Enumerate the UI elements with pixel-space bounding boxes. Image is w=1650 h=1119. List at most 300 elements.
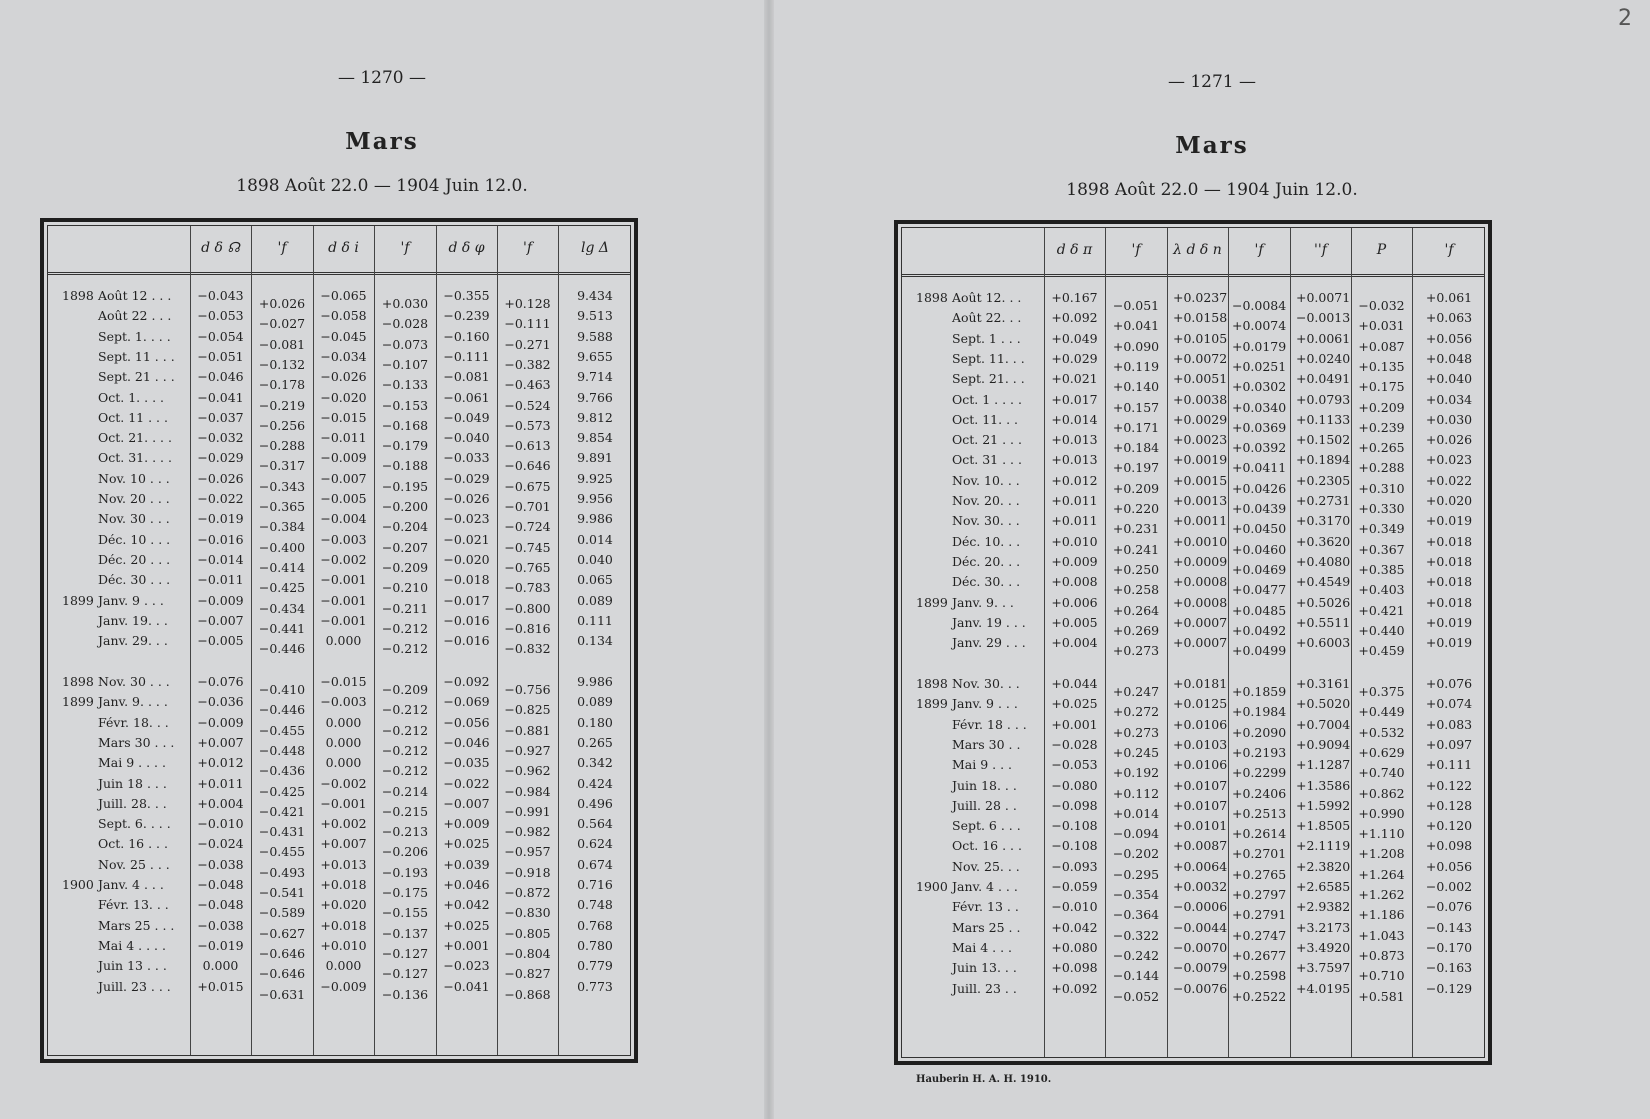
value-cell: −0.239 [443,308,490,324]
column-rule [374,226,375,1055]
table-body [901,227,1485,1058]
difference-cell: −0.242 [1112,947,1160,963]
value-cell: 9.986 [577,674,613,689]
difference-cell: −0.825 [504,702,551,718]
date-label: Nov. 10 . . . [98,470,170,486]
value-cell: +0.7004 [1296,716,1351,732]
value-cell: −0.058 [320,308,367,324]
difference-cell: +0.2522 [1232,988,1287,1004]
difference-cell: −0.627 [258,925,306,941]
value-cell: −0.019 [197,937,244,953]
difference-cell: +0.014 [1112,805,1160,821]
year-label: 1900 [62,877,94,892]
value-cell: +0.097 [1425,736,1473,752]
difference-cell: −0.081 [258,336,306,352]
value-cell: +1.3586 [1296,777,1351,793]
value-cell: +0.044 [1051,676,1098,691]
value-cell: −0.076 [197,674,244,689]
difference-cell: +0.862 [1358,785,1405,801]
value-cell: +0.0032 [1173,879,1228,894]
date-label: Juin 13. . . [952,960,1017,976]
value-cell: +0.0008 [1173,594,1228,610]
value-cell: −0.014 [197,551,244,567]
difference-cell: −0.463 [504,377,551,393]
difference-cell: −0.872 [504,885,551,900]
difference-cell: −0.756 [504,682,551,697]
value-cell: −0.034 [320,348,367,364]
value-cell: −0.053 [197,308,244,324]
difference-cell: −0.414 [258,559,306,575]
value-cell: 0.564 [577,816,613,832]
value-cell: +0.0009 [1173,553,1228,569]
value-cell: 0.768 [577,917,613,933]
value-cell: +0.092 [1051,980,1098,996]
year-label: 1899 [916,594,948,610]
value-cell: +0.0106 [1173,757,1228,773]
difference-cell: −0.212 [381,620,429,636]
value-cell: −0.007 [443,795,490,811]
page-title: Mars [1175,132,1249,159]
difference-cell: −0.982 [504,824,551,840]
difference-cell: +0.209 [1112,480,1160,496]
difference-cell: −0.455 [258,722,306,738]
difference-cell: −0.188 [381,458,429,474]
printer-footer: Hauberin H. A. H. 1910. [916,1074,1052,1085]
value-cell: 0.089 [577,592,613,608]
value-cell: 0.773 [577,978,613,994]
value-cell: −0.005 [320,491,367,506]
difference-cell: −0.322 [1112,927,1160,943]
date-label: Juin 13 . . . [98,958,167,974]
value-cell: +0.2731 [1296,493,1351,508]
difference-cell: +0.041 [1112,318,1160,334]
value-cell: 9.766 [577,389,613,405]
value-cell: −0.026 [320,369,367,385]
difference-cell: −0.991 [504,803,551,819]
value-cell: 0.065 [577,572,613,588]
value-cell: +0.007 [197,734,244,750]
difference-cell: −0.193 [381,864,429,880]
value-cell: +0.0793 [1296,391,1351,407]
value-cell: −0.046 [197,369,244,385]
difference-cell: −0.446 [258,702,306,718]
difference-cell: +0.128 [504,296,551,311]
date-label: Janv. 19 . . . [952,614,1026,630]
value-cell: −0.002 [320,551,367,567]
value-cell: +0.056 [1425,330,1473,346]
value-cell: +4.0195 [1296,980,1351,996]
value-cell: +0.023 [1425,452,1473,468]
value-cell: +0.012 [197,755,244,771]
value-cell: −0.170 [1425,939,1473,955]
date-label: Nov. 30. . . [952,513,1020,529]
difference-cell: −0.175 [381,885,429,900]
value-cell: +0.0103 [1173,736,1228,752]
value-cell: 0.000 [325,958,362,974]
difference-cell: +0.2791 [1232,907,1287,923]
difference-cell: −0.256 [258,417,306,433]
value-cell: +0.013 [1051,452,1098,468]
difference-cell: −0.206 [381,844,429,860]
value-cell: 0.040 [577,551,613,567]
value-cell: −0.056 [443,714,490,730]
value-cell: +0.005 [1051,614,1098,630]
value-cell: −0.061 [443,389,490,405]
date-label: Sept. 11 . . . [98,348,175,364]
value-cell: 9.854 [577,430,613,446]
year-label: 1898 [62,288,94,303]
value-cell: −0.019 [197,511,244,527]
value-cell: −0.009 [197,592,244,608]
date-label: Janv. 4 . . . [98,877,164,892]
difference-cell: −0.573 [504,417,551,433]
value-cell: +0.011 [1051,493,1098,508]
difference-cell: +0.0492 [1232,622,1287,638]
value-cell: +1.1287 [1296,757,1351,773]
value-cell: +0.1894 [1296,452,1351,468]
date-label: Janv. 9 . . . [98,592,164,608]
date-label: Juin 18. . . [952,777,1017,793]
column-header: ''f [1314,242,1327,258]
difference-cell: −0.816 [504,620,551,636]
value-cell: +0.0158 [1173,310,1228,326]
difference-cell: +0.349 [1358,521,1405,537]
value-cell: +0.092 [1051,310,1098,326]
difference-cell: −0.541 [258,885,306,900]
value-cell: +0.008 [1051,574,1098,590]
difference-cell: +0.273 [1112,643,1160,659]
date-label: Févr. 13. . . [98,897,169,913]
difference-cell: −0.724 [504,519,551,535]
value-cell: +0.018 [1425,594,1473,610]
date-label: Sept. 21. . . [952,371,1025,387]
value-cell: −0.015 [320,674,367,689]
value-cell: −0.033 [443,450,490,466]
value-cell: 0.089 [577,694,613,710]
difference-cell: +0.2406 [1232,785,1287,801]
difference-cell: +0.740 [1358,765,1405,781]
value-cell: −0.0076 [1173,980,1228,996]
value-cell: −0.038 [197,856,244,872]
value-cell: +0.0181 [1173,676,1228,691]
value-cell: −0.111 [443,348,490,364]
value-cell: −0.041 [197,389,244,405]
date-label: Janv. 9. . . [952,594,1014,610]
date-label: Juill. 28. . . [98,795,167,811]
difference-cell: +0.026 [258,296,306,311]
value-cell: 0.000 [325,734,362,750]
column-rule [1044,228,1045,1057]
value-cell: 0.000 [202,958,239,974]
date-label: Nov. 25. . . [952,858,1020,874]
value-cell: +0.3170 [1296,513,1351,529]
difference-cell: +0.0485 [1232,602,1287,618]
value-cell: +0.2305 [1296,472,1351,488]
difference-cell: +0.449 [1358,704,1405,720]
date-label: Déc. 30 . . . [98,572,171,588]
difference-cell: −0.094 [1112,826,1160,842]
column-rule [497,226,498,1055]
page-number: — 1271 — [1167,72,1257,92]
date-label: Juill. 23 . . . [98,978,171,994]
difference-cell: −0.178 [258,377,306,393]
difference-cell: −0.827 [504,966,551,982]
value-cell: +0.0071 [1296,290,1351,305]
value-cell: +0.3620 [1296,533,1351,549]
difference-cell: −0.207 [381,539,429,555]
difference-cell: −0.805 [504,925,551,941]
difference-cell: −0.127 [381,945,429,961]
column-header: d δ φ [448,240,485,256]
difference-cell: +0.2677 [1232,947,1287,963]
difference-cell: +0.310 [1358,480,1405,496]
difference-cell: −0.028 [381,316,429,332]
value-cell: −0.0006 [1173,899,1228,915]
table-body [47,225,631,1056]
difference-cell: −0.215 [381,803,429,819]
value-cell: +0.0011 [1173,513,1228,529]
value-cell: +0.018 [320,877,367,892]
column-rule [251,226,252,1055]
value-cell: −0.037 [197,409,244,425]
value-cell: −0.036 [197,694,244,710]
value-cell: −0.010 [197,816,244,832]
value-cell: +0.0072 [1173,350,1228,366]
difference-cell: −0.195 [381,478,429,494]
difference-cell: +0.0469 [1232,561,1287,577]
value-cell: −0.007 [197,612,244,628]
value-cell: 0.780 [577,937,613,953]
difference-cell: +0.403 [1358,582,1405,598]
difference-cell: −0.364 [1112,907,1160,923]
value-cell: 9.812 [577,409,613,425]
column-header: 'f [1131,242,1141,258]
value-cell: −0.011 [320,430,367,446]
value-cell: 0.424 [577,775,613,791]
date-label: Déc. 10. . . [952,533,1021,549]
difference-cell: −0.155 [381,905,429,921]
value-cell: −0.045 [320,328,367,344]
date-label: Sept. 1. . . . [98,328,171,344]
year-label: 1898 [916,676,948,691]
difference-cell: +0.273 [1112,724,1160,740]
difference-cell: +0.581 [1358,988,1405,1004]
difference-cell: −0.448 [258,742,306,758]
date-label: Nov. 30. . . [952,676,1020,691]
value-cell: +0.004 [197,795,244,811]
difference-cell: +0.421 [1358,602,1405,618]
value-cell: −0.018 [443,572,490,588]
date-label: Oct. 11 . . . [98,409,168,425]
difference-cell: +1.186 [1358,907,1405,923]
value-cell: +0.002 [320,816,367,832]
value-cell: +0.019 [1425,513,1473,529]
column-header: d δ i [328,240,359,256]
difference-cell: −0.425 [258,783,306,799]
value-cell: −0.003 [320,694,367,710]
value-cell: −0.035 [443,755,490,771]
value-cell: −0.004 [320,511,367,527]
value-cell: +0.025 [443,917,490,933]
value-cell: 0.180 [577,714,613,730]
value-cell: −0.093 [1051,858,1098,874]
difference-cell: −0.133 [381,377,429,393]
column-header: P [1376,242,1387,258]
value-cell: +0.6003 [1296,635,1351,651]
value-cell: +0.0107 [1173,777,1228,793]
value-cell: +3.2173 [1296,919,1351,935]
difference-cell: +0.157 [1112,399,1160,415]
difference-cell: −0.202 [1112,846,1160,862]
difference-cell: −0.200 [381,499,429,514]
value-cell: −0.017 [443,592,490,608]
date-label: Févr. 18. . . [98,714,169,730]
value-cell: −0.0013 [1296,310,1351,326]
value-cell: 0.265 [577,734,613,750]
difference-cell: −0.434 [258,600,306,616]
value-cell: +0.007 [320,836,367,852]
value-cell: +0.017 [1051,391,1098,407]
difference-cell: −0.288 [258,438,306,454]
difference-cell: −0.927 [504,742,551,758]
value-cell: 9.588 [577,328,613,344]
value-cell: −0.024 [197,836,244,852]
date-label: Févr. 18 . . . [952,716,1027,732]
difference-cell: −0.524 [504,397,551,413]
date-label: Mai 4 . . . . [98,937,166,953]
value-cell: +0.018 [320,917,367,933]
difference-cell: +0.2299 [1232,765,1287,781]
page-number: — 1270 — [337,68,427,88]
difference-cell: −0.051 [1112,298,1160,313]
value-cell: +0.009 [443,816,490,832]
value-cell: +0.006 [1051,594,1098,610]
column-header: d δ π [1056,242,1093,258]
value-cell: −0.043 [197,288,244,303]
value-cell: −0.048 [197,877,244,892]
difference-cell: −0.073 [381,336,429,352]
value-cell: +0.019 [1425,614,1473,630]
difference-cell: −0.441 [258,620,306,636]
value-cell: −0.005 [197,633,244,649]
value-cell: +0.029 [1051,350,1098,366]
page-title: Mars [345,128,419,155]
value-cell: −0.020 [320,389,367,405]
value-cell: −0.049 [443,409,490,425]
difference-cell: +0.258 [1112,582,1160,598]
difference-cell: −0.354 [1112,887,1160,902]
value-cell: 9.956 [577,491,613,506]
value-cell: 0.000 [325,714,362,730]
date-label: Mai 9 . . . [952,757,1013,773]
value-cell: +0.004 [1051,635,1098,651]
value-cell: −0.016 [197,531,244,547]
difference-cell: −0.132 [258,356,306,372]
date-label: Août 12 . . . [98,288,172,303]
value-cell: +0.0061 [1296,330,1351,346]
column-rule [558,226,559,1055]
difference-cell: −0.962 [504,763,551,779]
value-cell: −0.092 [443,674,490,689]
difference-cell: −0.804 [504,945,551,961]
value-cell: +0.001 [443,937,490,953]
value-cell: +0.0240 [1296,350,1351,366]
date-label: Nov. 30 . . . [98,511,170,527]
column-header: d δ ☊ [201,240,240,256]
column-rule [313,226,314,1055]
value-cell: +0.0023 [1173,432,1228,448]
value-cell: +0.1502 [1296,432,1351,448]
date-label: Sept. 11. . . [952,350,1025,366]
date-label: Oct. 1 . . . . [952,391,1022,407]
date-label: Mars 30 . . [952,736,1021,752]
value-cell: −0.022 [197,491,244,506]
difference-cell: −0.144 [1112,968,1160,984]
difference-cell: −0.701 [504,499,551,514]
value-cell: 0.748 [577,897,613,913]
difference-cell: −0.271 [504,336,551,352]
value-cell: +0.074 [1425,696,1473,712]
difference-cell: +0.0477 [1232,582,1287,598]
difference-cell: −0.127 [381,966,429,982]
date-label: Oct. 21. . . . [98,430,172,446]
difference-cell: −0.027 [258,316,306,332]
value-cell: +2.9382 [1296,899,1351,915]
value-cell: +0.063 [1425,310,1473,326]
difference-cell: +1.262 [1358,887,1405,902]
value-cell: +0.0029 [1173,411,1228,427]
difference-cell: −0.783 [504,580,551,596]
difference-cell: −0.0084 [1232,298,1287,313]
date-label: Juill. 23 . . [952,980,1017,996]
year-label: 1900 [916,879,948,894]
value-cell: +0.0087 [1173,838,1228,854]
column-rule [1228,228,1229,1057]
date-label: Oct. 16 . . . [98,836,168,852]
value-cell: −0.009 [197,714,244,730]
difference-cell: −0.153 [381,397,429,413]
value-cell: +0.046 [443,877,490,892]
difference-cell: +0.330 [1358,501,1405,516]
value-cell: −0.069 [443,694,490,710]
difference-cell: −0.212 [381,722,429,738]
date-label: Janv. 4 . . . [952,879,1018,894]
value-cell: −0.010 [1051,899,1098,915]
difference-cell: +0.375 [1358,684,1405,699]
difference-cell: −0.745 [504,539,551,555]
value-cell: +0.034 [1425,391,1473,407]
value-cell: 0.674 [577,856,613,872]
difference-cell: +0.239 [1358,419,1405,435]
difference-cell: +0.119 [1112,358,1160,374]
difference-cell: +0.241 [1112,541,1160,557]
value-cell: +0.3161 [1296,676,1351,691]
difference-cell: −0.212 [381,641,429,657]
difference-cell: +0.247 [1112,684,1160,699]
value-cell: −0.001 [320,592,367,608]
date-label: Déc. 10 . . . [98,531,171,547]
value-cell: −0.046 [443,734,490,750]
value-cell: −0.001 [320,612,367,628]
page-subtitle: 1898 Août 22.0 — 1904 Juin 12.0. [236,176,528,196]
value-cell: +1.5992 [1296,797,1351,813]
value-cell: −0.020 [443,551,490,567]
difference-cell: +0.0460 [1232,541,1287,557]
difference-cell: +0.0426 [1232,480,1287,496]
date-label: Sept. 1 . . . [952,330,1021,346]
value-cell: −0.053 [1051,757,1098,773]
value-cell: 0.342 [577,755,613,771]
